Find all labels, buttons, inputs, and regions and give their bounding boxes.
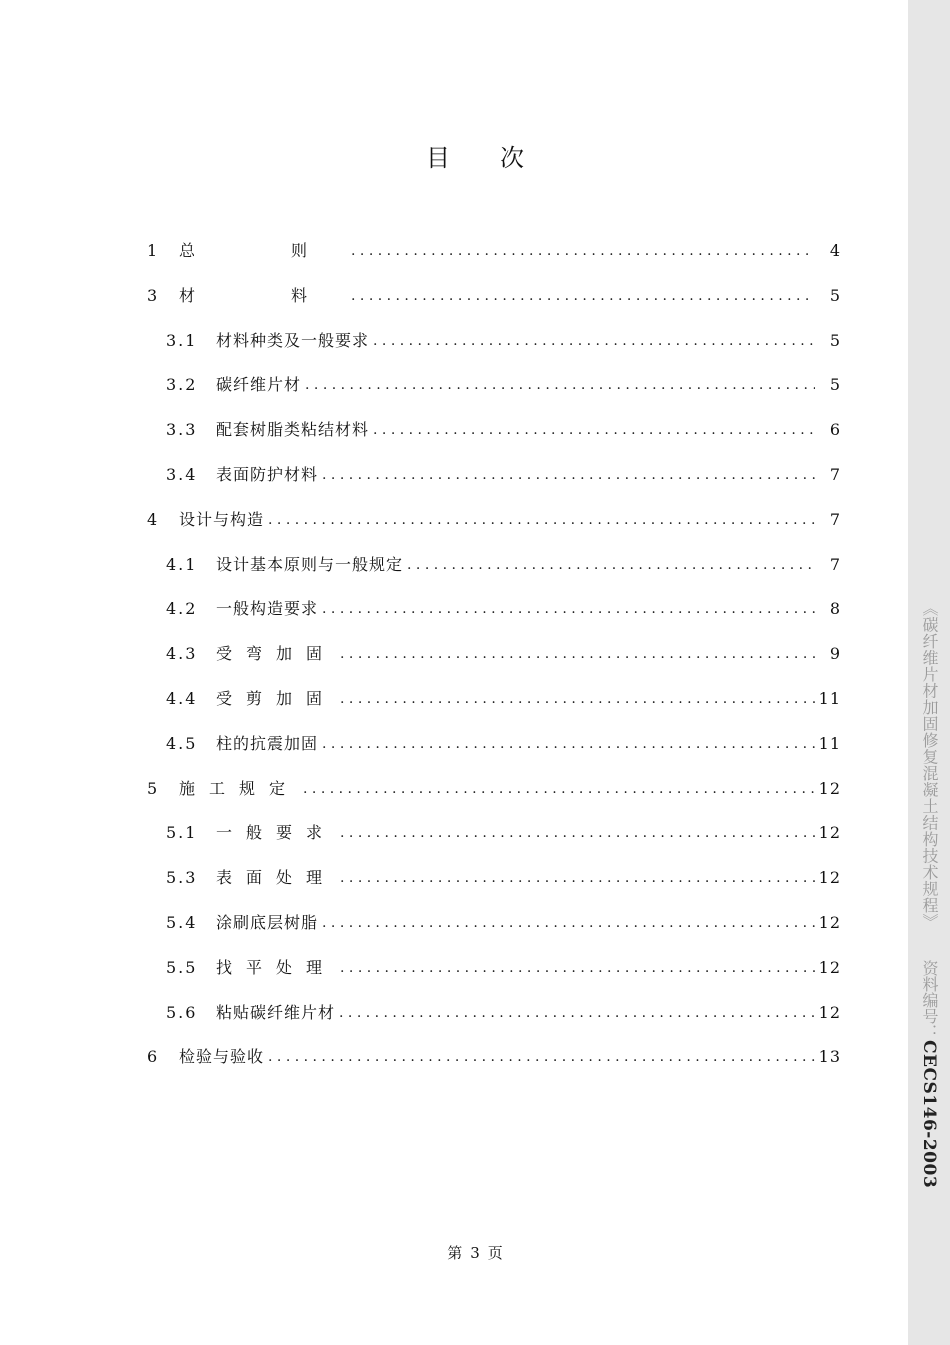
toc-entry-page: 13 (818, 1047, 841, 1067)
toc-entry-number: 5 (147, 778, 160, 798)
toc-entry-number: 1 (147, 241, 160, 260)
toc-dot-leader (268, 1047, 815, 1067)
toc-entry-number: 4.2 (166, 599, 198, 619)
toc-entry-page: 12 (818, 1002, 841, 1022)
toc-entry-page: 5 (829, 285, 841, 305)
toc-entry-number: 4.5 (166, 733, 198, 753)
toc-entry[interactable] (147, 771, 841, 799)
toc-entry-page: 12 (818, 913, 841, 932)
title-part-2: 次 (500, 144, 524, 172)
page-footer (0, 1242, 950, 1263)
toc-entry-label: 施工规定 (179, 778, 300, 798)
toc-dot-leader (373, 420, 815, 440)
sidebar-document-title: 《碳纤维片材加固修复混凝土结构技术规程》 (920, 600, 939, 930)
toc-entry[interactable] (147, 502, 841, 530)
toc-entry[interactable] (166, 547, 841, 575)
toc-entry-label: 设计基本原则与一般规定 (216, 554, 404, 574)
toc-entry-page: 12 (818, 823, 841, 843)
toc-entry-number: 6 (147, 1047, 160, 1067)
toc-entry-label: 一般要求 (216, 823, 337, 843)
toc-dot-leader (407, 555, 815, 575)
toc-entry-page: 5 (829, 330, 841, 350)
footer-page-number: 3 (470, 1244, 480, 1262)
toc-entry-label: 设计与构造 (179, 509, 265, 529)
toc-entry-number: 4.4 (166, 689, 198, 708)
toc-entry-page: 5 (829, 375, 841, 395)
toc-entry-label: 涂刷底层树脂 (216, 913, 319, 932)
toc-dot-leader (351, 241, 815, 261)
toc-dot-leader (340, 958, 815, 978)
toc-dot-leader (322, 465, 815, 485)
toc-entry-number: 3.2 (166, 375, 198, 395)
toc-entry-number: 3 (147, 285, 160, 305)
footer-prefix: 第 (447, 1244, 463, 1262)
toc-entry-page: 11 (818, 733, 841, 753)
toc-entry-page: 7 (829, 465, 841, 484)
toc-entry-label: 一般构造要求 (216, 599, 319, 619)
toc-entry-page: 6 (829, 420, 841, 440)
toc-dot-leader (322, 913, 815, 933)
toc-entry-page: 12 (818, 868, 841, 888)
toc-entry-page: 8 (829, 599, 841, 619)
toc-dot-leader (351, 286, 815, 306)
toc-entry[interactable] (147, 1039, 841, 1067)
title-part-1: 目 (426, 144, 450, 172)
toc-entry[interactable] (166, 367, 841, 395)
toc-entry-label: 表面防护材料 (216, 465, 319, 484)
toc-entry-label: 材 料 (179, 285, 348, 305)
toc-entry-label: 柱的抗震加固 (216, 733, 319, 753)
toc-entry[interactable] (166, 995, 841, 1023)
toc-entry-number: 5.6 (166, 1002, 198, 1022)
toc-entry-number: 4 (147, 509, 160, 529)
toc-entry[interactable] (147, 233, 841, 261)
toc-entry[interactable] (166, 412, 841, 440)
page-title (0, 138, 950, 173)
toc-entry-number: 5.3 (166, 868, 198, 888)
toc-entry[interactable] (166, 860, 841, 888)
toc-dot-leader (339, 1003, 815, 1023)
toc-entry-page: 11 (818, 689, 841, 708)
toc-dot-leader (340, 644, 815, 664)
toc-entry-number: 4.3 (166, 644, 198, 664)
toc-entry-number: 4.1 (166, 554, 198, 574)
toc-entry[interactable] (166, 905, 841, 933)
toc-entry-page: 12 (818, 778, 841, 798)
toc-entry-page: 4 (829, 241, 841, 260)
toc-dot-leader (268, 510, 815, 530)
toc-dot-leader (322, 599, 815, 619)
toc-entry[interactable] (166, 726, 841, 754)
toc-dot-leader (340, 689, 815, 709)
toc-entry-number: 3.1 (166, 330, 198, 350)
toc-entry-label: 粘贴碳纤维片材 (216, 1002, 336, 1022)
toc-entry-page: 12 (818, 957, 841, 977)
toc-entry-page: 9 (829, 644, 841, 664)
toc-entry-label: 找平处理 (216, 957, 337, 977)
toc-entry-label: 总 则 (179, 241, 348, 260)
toc-entry-label: 表面处理 (216, 868, 337, 888)
toc-entry-number: 5.5 (166, 957, 198, 977)
sidebar-text (913, 600, 945, 1188)
toc-entry-label: 配套树脂类粘结材料 (216, 420, 370, 440)
toc-dot-leader (303, 779, 815, 799)
toc-entry-page: 7 (829, 509, 841, 529)
toc-entry-label: 受弯加固 (216, 644, 337, 664)
toc-dot-leader (322, 734, 815, 754)
toc-entry-number: 3.4 (166, 465, 198, 484)
toc-entry[interactable] (166, 815, 841, 843)
toc-dot-leader (373, 331, 815, 351)
toc-dot-leader (340, 823, 815, 843)
toc-entry[interactable] (166, 457, 841, 485)
toc-dot-leader (305, 375, 815, 395)
toc-entry-number: 5.4 (166, 913, 198, 932)
toc-entry-label: 检验与验收 (179, 1047, 265, 1067)
toc-entry[interactable] (166, 323, 841, 351)
toc-entry[interactable] (166, 681, 841, 709)
toc-entry[interactable] (166, 950, 841, 978)
toc-entry-number: 5.1 (166, 823, 198, 843)
toc-entry[interactable] (147, 278, 841, 306)
toc-entry-label: 材料种类及一般要求 (216, 330, 370, 350)
toc-entry-page: 7 (829, 554, 841, 574)
sidebar-code-label: 资料编号： (920, 960, 939, 1040)
footer-suffix: 页 (487, 1244, 503, 1262)
toc-entry[interactable] (166, 591, 841, 619)
toc-entry-label: 碳纤维片材 (216, 375, 302, 395)
toc-entry-label: 受剪加固 (216, 689, 337, 708)
toc-entry-number: 3.3 (166, 420, 198, 440)
sidebar-document-code: CECS146-2003 (919, 1040, 939, 1189)
toc-dot-leader (340, 868, 815, 888)
toc-entry[interactable] (166, 636, 841, 664)
